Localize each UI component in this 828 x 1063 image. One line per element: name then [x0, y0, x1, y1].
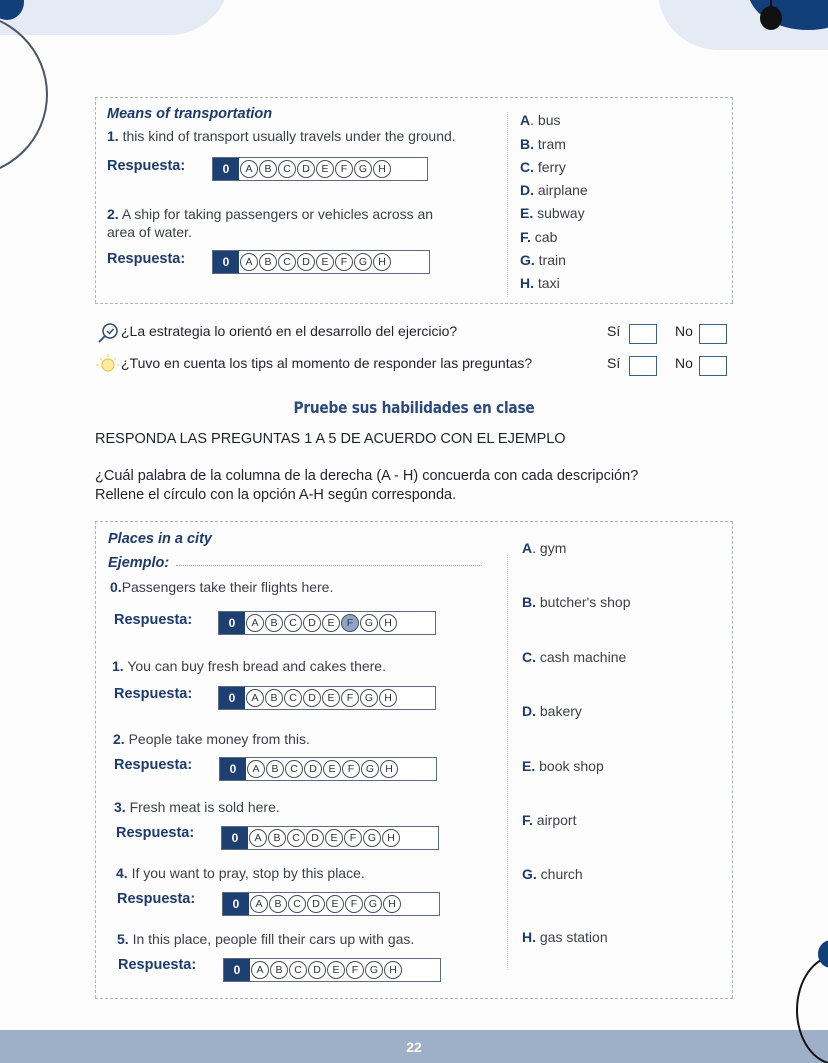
bubble-c[interactable]: C: [278, 253, 296, 271]
bubble-zero: 0: [213, 251, 239, 273]
bubble-f[interactable]: F: [341, 689, 359, 707]
question-2: 2. People take money from this.: [113, 731, 310, 747]
option-c: C. cash machine: [522, 649, 627, 665]
decorative-pendant-dot: [760, 6, 782, 30]
bubble-a[interactable]: A: [249, 829, 267, 847]
bubble-g[interactable]: G: [354, 160, 372, 178]
prompt-line-2: Rellene el círculo con la opción A-H según corresponda.: [95, 487, 457, 503]
option-b: B. butcher's shop: [522, 594, 631, 610]
answer-bubbles-q2: [219, 757, 437, 781]
option-e: E. subway: [520, 205, 585, 221]
yes-label: Sí: [607, 323, 621, 339]
option-d: D. airplane: [520, 182, 588, 198]
bubble-zero: 0: [223, 893, 249, 915]
bubble-c[interactable]: C: [285, 760, 303, 778]
bubble-b[interactable]: B: [265, 689, 283, 707]
answer-bubbles-q5: [223, 958, 441, 982]
prompt-line-1: ¿Cuál palabra de la columna de la derecha (A - H) concuerda con cada descripción?: [95, 468, 639, 484]
bubble-g[interactable]: G: [354, 253, 372, 271]
bubble-a[interactable]: A: [251, 961, 269, 979]
section-title: Places in a city: [108, 531, 212, 547]
option-h: H. taxi: [520, 275, 560, 291]
option-b: B. tram: [520, 136, 566, 152]
bubble-g[interactable]: G: [361, 760, 379, 778]
bubble-h[interactable]: H: [379, 689, 397, 707]
bubble-e[interactable]: E: [316, 160, 334, 178]
answer-label: Respuesta:: [114, 757, 193, 773]
answer-bubbles-example: [218, 611, 436, 635]
bubble-zero: 0: [224, 959, 250, 981]
option-c: C. ferry: [520, 159, 566, 175]
yes-checkbox-2[interactable]: [629, 356, 657, 376]
bubble-b[interactable]: B: [265, 614, 283, 632]
answer-bubbles-q2: [212, 250, 430, 274]
option-a: A. gym: [522, 540, 567, 556]
bubble-zero: 0: [220, 758, 246, 780]
bubble-e[interactable]: E: [325, 829, 343, 847]
yes-label: Sí: [607, 355, 621, 371]
bubble-g[interactable]: G: [364, 895, 382, 913]
answer-label: Respuesta:: [118, 957, 197, 973]
question-3: 3. Fresh meat is sold here.: [114, 799, 280, 815]
bubble-f[interactable]: F: [342, 760, 360, 778]
bubble-zero: 0: [219, 612, 245, 634]
section-title: Means of transportation: [107, 106, 273, 122]
bubble-f[interactable]: F: [344, 829, 362, 847]
decorative-arc-left: [0, 12, 48, 177]
bubble-e[interactable]: E: [322, 689, 340, 707]
option-h: H. gas station: [522, 929, 608, 945]
bubble-h[interactable]: H: [383, 895, 401, 913]
page-footer: [0, 1030, 828, 1063]
instruction: RESPONDA LAS PREGUNTAS 1 A 5 DE ACUERDO CON EL EJEMPLO: [95, 431, 566, 447]
bubble-g[interactable]: G: [360, 689, 378, 707]
answer-label: Respuesta:: [114, 612, 193, 628]
no-label: No: [675, 355, 693, 371]
bubble-zero: 0: [222, 827, 248, 849]
bubble-d[interactable]: D: [297, 253, 315, 271]
bubble-zero: 0: [213, 158, 239, 180]
bubble-g[interactable]: G: [363, 829, 381, 847]
bubble-c[interactable]: C: [284, 614, 302, 632]
self-check-question-1: ¿La estrategia lo orientó en el desarrollo del ejercicio?: [121, 323, 458, 339]
bubble-b[interactable]: B: [269, 895, 287, 913]
bubble-d[interactable]: D: [306, 829, 324, 847]
answer-bubbles-q3: [221, 826, 439, 850]
bubble-e[interactable]: E: [323, 760, 341, 778]
bubble-b[interactable]: B: [268, 829, 286, 847]
answer-label: Respuesta:: [117, 891, 196, 907]
no-checkbox-2[interactable]: [699, 356, 727, 376]
answer-label: Respuesta:: [107, 158, 186, 174]
bubble-a[interactable]: A: [247, 760, 265, 778]
bubble-b[interactable]: B: [259, 253, 277, 271]
bubble-c[interactable]: C: [288, 895, 306, 913]
bubble-h[interactable]: H: [379, 614, 397, 632]
bubble-a[interactable]: A: [250, 895, 268, 913]
page-number: 22: [406, 1038, 422, 1055]
bubble-c[interactable]: C: [289, 961, 307, 979]
answer-label: Respuesta:: [107, 251, 186, 267]
bubble-a[interactable]: A: [246, 614, 264, 632]
bubble-d[interactable]: D: [308, 961, 326, 979]
bubble-h[interactable]: H: [373, 160, 391, 178]
bubble-h[interactable]: H: [382, 829, 400, 847]
practice-title: Pruebe sus habilidades en clase: [293, 398, 535, 417]
bubble-c[interactable]: C: [287, 829, 305, 847]
bubble-b[interactable]: B: [270, 961, 288, 979]
self-check-question-2: ¿Tuvo en cuenta los tips al momento de responder las preguntas?: [121, 355, 533, 371]
answer-bubbles-q1: [212, 157, 428, 181]
bubble-a[interactable]: A: [246, 689, 264, 707]
option-f: F. airport: [522, 812, 577, 828]
example-question: 0.Passengers take their flights here.: [110, 579, 334, 595]
bubble-g[interactable]: G: [365, 961, 383, 979]
bubble-b[interactable]: B: [266, 760, 284, 778]
bubble-b[interactable]: B: [259, 160, 277, 178]
bubble-c[interactable]: C: [278, 160, 296, 178]
bubble-f-filled[interactable]: F: [341, 614, 359, 632]
answer-bubbles-q1: [218, 686, 436, 710]
bubble-d[interactable]: D: [307, 895, 325, 913]
decorative-blob-top-left: [0, 0, 230, 35]
example-divider: [176, 565, 482, 566]
bubble-f[interactable]: F: [345, 895, 363, 913]
bubble-d[interactable]: D: [303, 614, 321, 632]
bubble-h[interactable]: H: [373, 253, 391, 271]
bubble-e[interactable]: E: [326, 895, 344, 913]
option-f: F. cab: [520, 229, 558, 245]
question-1: 1. You can buy fresh bread and cakes there.: [112, 658, 386, 674]
no-label: No: [675, 323, 693, 339]
question-4: 4. If you want to pray, stop by this place.: [116, 865, 365, 881]
bubble-a[interactable]: A: [240, 253, 258, 271]
bubble-g[interactable]: G: [360, 614, 378, 632]
question-5: 5. In this place, people fill their cars up with gas.: [117, 931, 415, 947]
bubble-e[interactable]: E: [322, 614, 340, 632]
yes-checkbox-1[interactable]: [629, 324, 657, 344]
lightbulb-icon: [95, 353, 119, 375]
option-g: G. train: [520, 252, 566, 268]
bubble-d[interactable]: D: [304, 760, 322, 778]
bubble-d[interactable]: D: [303, 689, 321, 707]
option-g: G. church: [522, 866, 583, 882]
bubble-f[interactable]: F: [346, 961, 364, 979]
question-1: 1. this kind of transport usually travels under the ground.: [107, 128, 456, 144]
bubble-d[interactable]: D: [297, 160, 315, 178]
example-label: Ejemplo:: [108, 555, 170, 571]
magnifier-check-icon: [97, 322, 119, 344]
option-e: E. book shop: [522, 758, 604, 774]
bubble-e[interactable]: E: [316, 253, 334, 271]
bubble-h[interactable]: H: [380, 760, 398, 778]
bubble-h[interactable]: H: [384, 961, 402, 979]
option-d: D. bakery: [522, 703, 582, 719]
no-checkbox-1[interactable]: [699, 324, 727, 344]
bubble-f[interactable]: F: [335, 160, 353, 178]
bubble-c[interactable]: C: [284, 689, 302, 707]
bubble-a[interactable]: A: [240, 160, 258, 178]
bubble-f[interactable]: F: [335, 253, 353, 271]
bubble-e[interactable]: E: [327, 961, 345, 979]
answer-label: Respuesta:: [116, 825, 195, 841]
question-2: 2. A ship for taking passengers or vehicles across an area of water.: [107, 206, 434, 240]
answer-label: Respuesta:: [114, 686, 193, 702]
bubble-zero: 0: [219, 687, 245, 709]
option-a: A. bus: [520, 112, 561, 128]
answer-bubbles-q4: [222, 892, 440, 916]
